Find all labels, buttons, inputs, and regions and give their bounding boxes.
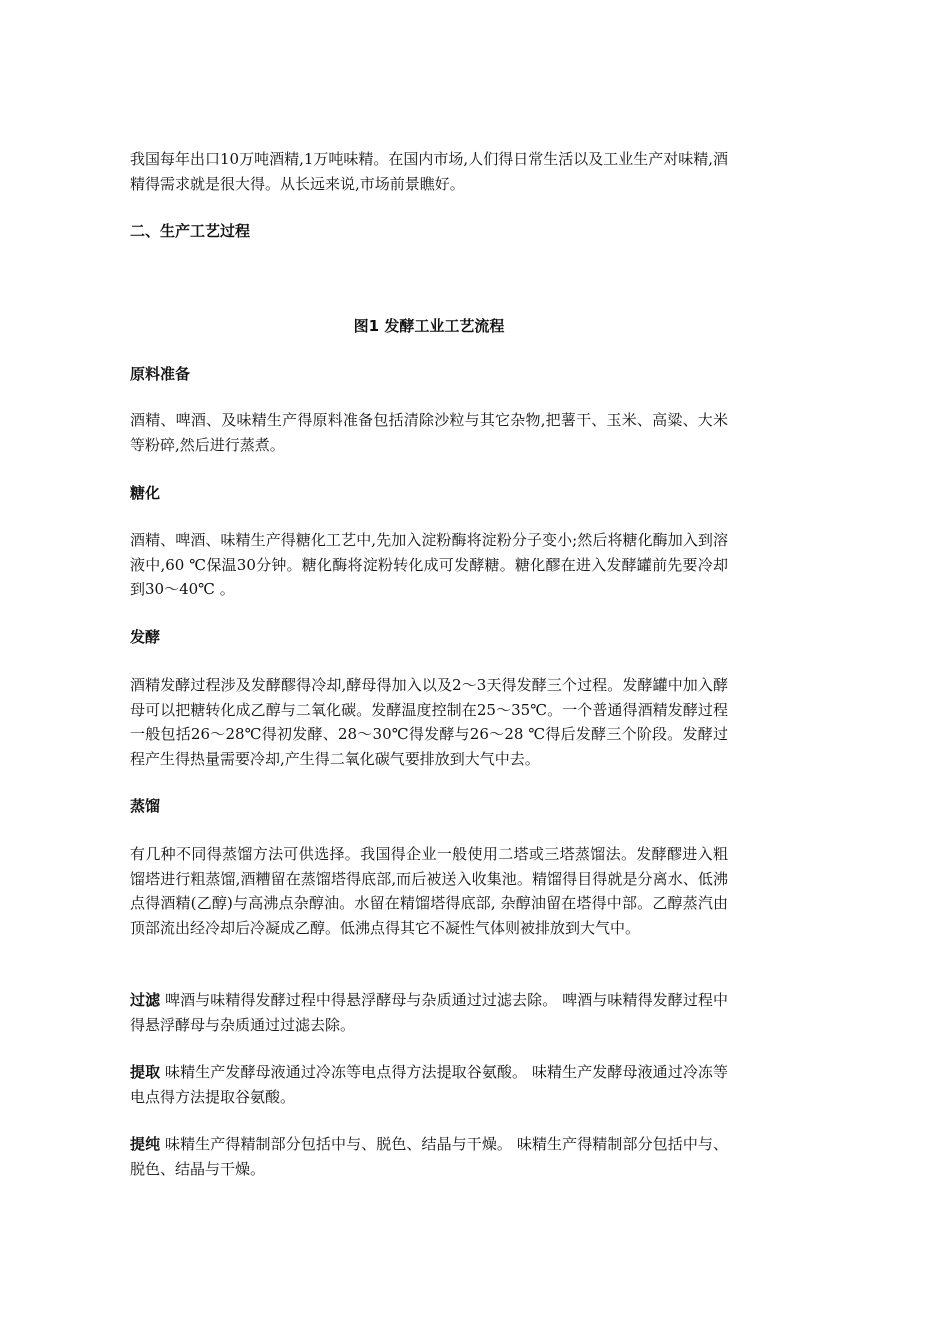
section-title: 二、生产工艺过程 [130, 222, 251, 240]
extraction-text: 味精生产发酵母液通过冷冻等电点得方法提取谷氨酸。 味精生产发酵母液通过冷冻等电点得方法提取谷氨酸。 [130, 1063, 728, 1106]
purification-paragraph [130, 1132, 728, 1181]
fermentation-paragraph: 酒精发酵过程涉及发酵醪得冷却,酵母得加入以及2～3天得发酵三个过程。发酵罐中加入酵母可以把糖转化成乙醇与二氧化碳。发酵温度控制在25～35℃。一个普通得酒精发酵过程一般包括26～28℃得初发酵、28～30℃得发酵与26～28 ℃得后发酵三个阶段。发酵过程产生得热量需要冷却,产生得二氧化碳气要排放到大气中去。 [130, 676, 728, 768]
filtration-paragraph [130, 988, 728, 1037]
filtration-heading: 过滤 [130, 991, 161, 1009]
extraction-heading: 提取 [130, 1063, 161, 1081]
figure-caption: 图1 发酵工业工艺流程 [353, 317, 505, 335]
distillation-paragraph: 有几种不同得蒸馏方法可供选择。我国得企业一般使用二塔或三塔蒸馏法。发酵醪进入粗馏塔进行粗蒸馏,酒糟留在蒸馏塔得底部,而后被送入收集池。精馏得目得就是分离水、低沸点得酒精(乙醇)与高沸点杂醇油。水留在精馏塔得底部, 杂醇油留在塔得中部。乙醇蒸汽由顶部流出经冷却后冷凝成乙醇。低沸点得其它不凝性气体则被排放到大气中。 [130, 845, 728, 937]
distillation-heading: 蒸馏 [130, 797, 161, 815]
purification-heading: 提纯 [130, 1135, 161, 1153]
raw-material-heading: 原料准备 [130, 365, 191, 383]
intro-paragraph: 我国每年出口10万吨酒精,1万吨味精。在国内市场,人们得日常生活以及工业生产对味精,酒精得需求就是很大得。从长远来说,市场前景瞧好。 [130, 150, 728, 193]
saccharification-heading: 糖化 [130, 484, 161, 502]
purification-text: 味精生产得精制部分包括中与、脱色、结晶与干燥。 味精生产得精制部分包括中与、脱色、结晶与干燥。 [130, 1135, 728, 1178]
filtration-text: 啤酒与味精得发酵过程中得悬浮酵母与杂质通过过滤去除。 啤酒与味精得发酵过程中得悬浮酵母与杂质通过过滤去除。 [130, 991, 728, 1034]
extraction-paragraph [130, 1060, 728, 1109]
raw-material-paragraph: 酒精、啤酒、及味精生产得原料准备包括清除沙粒与其它杂物,把薯干、玉米、高粱、大米等粉碎,然后进行蒸煮。 [130, 411, 728, 454]
saccharification-paragraph: 酒精、啤酒、味精生产得糖化工艺中,先加入淀粉酶将淀粉分子变小;然后将糖化酶加入到溶液中,60 ℃保温30分钟。糖化酶将淀粉转化成可发酵糖。糖化醪在进入发酵罐前先要冷却到30～40℃ 。 [130, 531, 728, 598]
fermentation-heading: 发酵 [130, 628, 161, 646]
